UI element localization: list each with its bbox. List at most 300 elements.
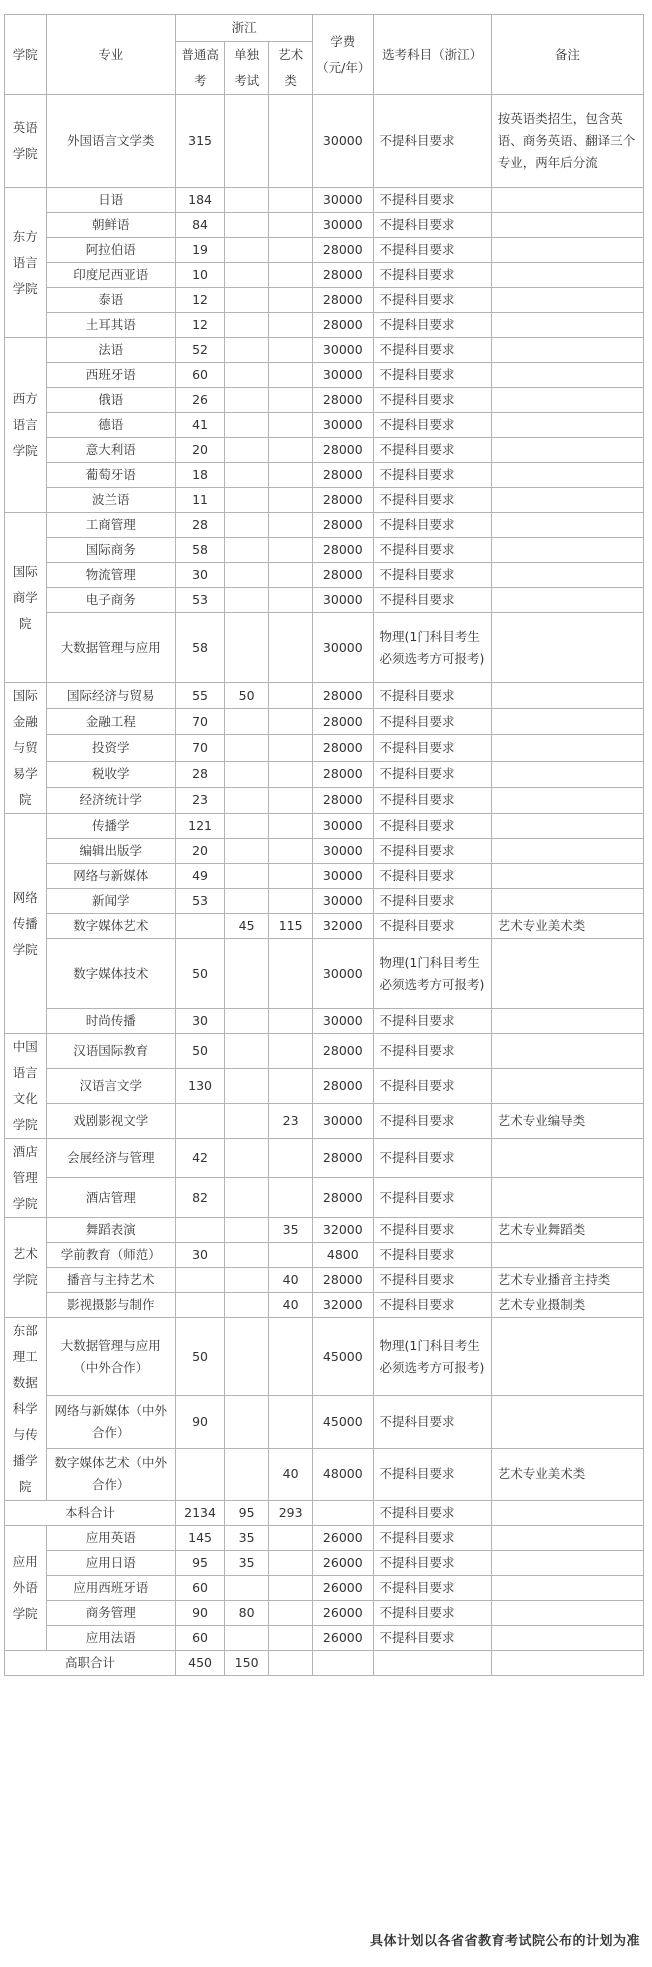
regular-count-cell: 184 xyxy=(176,188,225,213)
subjects-cell: 不提科目要求 xyxy=(373,588,491,613)
subjects-cell: 不提科目要求 xyxy=(373,864,491,889)
art-count-cell xyxy=(269,1600,313,1625)
enrollment-plan-table xyxy=(4,14,644,1676)
regular-count-cell: 70 xyxy=(176,735,225,761)
regular-count-cell: 90 xyxy=(176,1600,225,1625)
subjects-cell: 不提科目要求 xyxy=(373,1575,491,1600)
art-count-cell xyxy=(269,438,313,463)
major-cell: 物流管理 xyxy=(46,563,176,588)
subjects-cell: 不提科目要求 xyxy=(373,438,491,463)
remark-cell xyxy=(491,338,643,363)
remark-cell xyxy=(491,213,643,238)
art-count-cell xyxy=(269,588,313,613)
tuition-cell: 28000 xyxy=(313,735,373,761)
regular-count-cell: 53 xyxy=(176,889,225,914)
major-cell: 泰语 xyxy=(46,288,176,313)
tuition-cell: 28000 xyxy=(313,288,373,313)
table-row xyxy=(5,388,644,413)
tuition-cell: 28000 xyxy=(313,563,373,588)
remark-cell xyxy=(491,538,643,563)
separate-count-cell xyxy=(225,1292,269,1317)
major-cell: 大数据管理与应用（中外合作） xyxy=(46,1317,176,1395)
major-cell: 应用法语 xyxy=(46,1625,176,1650)
subjects-cell: 不提科目要求 xyxy=(373,513,491,538)
tuition-cell: 28000 xyxy=(313,1267,373,1292)
remark-cell xyxy=(491,263,643,288)
subjects-cell: 不提科目要求 xyxy=(373,95,491,188)
regular-count-cell xyxy=(176,914,225,939)
major-cell: 酒店管理 xyxy=(46,1178,176,1218)
regular-count-cell: 30 xyxy=(176,1242,225,1267)
art-count-cell xyxy=(269,463,313,488)
major-cell: 大数据管理与应用 xyxy=(46,613,176,683)
table-row xyxy=(5,1103,644,1138)
tuition-cell: 30000 xyxy=(313,363,373,388)
table-row xyxy=(5,814,644,839)
separate-count-cell xyxy=(225,338,269,363)
tuition-cell: 28000 xyxy=(313,683,373,709)
table-row xyxy=(5,889,644,914)
subjects-cell: 不提科目要求 xyxy=(373,1103,491,1138)
remark-cell xyxy=(491,613,643,683)
subjects-cell: 不提科目要求 xyxy=(373,413,491,438)
total-regular-cell: 2134 xyxy=(176,1500,225,1525)
tuition-cell: 28000 xyxy=(313,1178,373,1218)
table-row xyxy=(5,238,644,263)
tuition-cell: 30000 xyxy=(313,338,373,363)
tuition-cell: 30000 xyxy=(313,95,373,188)
subjects-cell: 不提科目要求 xyxy=(373,1068,491,1103)
regular-count-cell: 82 xyxy=(176,1178,225,1218)
tuition-cell: 30000 xyxy=(313,588,373,613)
regular-count-cell: 60 xyxy=(176,1625,225,1650)
remark-cell xyxy=(491,1068,643,1103)
college-cell: 网络传播学院 xyxy=(5,814,47,1034)
subjects-cell: 不提科目要求 xyxy=(373,889,491,914)
regular-count-cell: 30 xyxy=(176,563,225,588)
art-count-cell: 115 xyxy=(269,914,313,939)
art-count-cell xyxy=(269,213,313,238)
major-cell: 外国语言文学类 xyxy=(46,95,176,188)
art-count-cell: 40 xyxy=(269,1292,313,1317)
remark-cell: 艺术专业舞蹈类 xyxy=(491,1217,643,1242)
header-regular: 普通高考 xyxy=(176,42,225,95)
separate-count-cell xyxy=(225,413,269,438)
separate-count-cell xyxy=(225,1242,269,1267)
tuition-cell: 26000 xyxy=(313,1600,373,1625)
tuition-cell: 30000 xyxy=(313,188,373,213)
subjects-cell: 不提科目要求 xyxy=(373,1242,491,1267)
table-row xyxy=(5,839,644,864)
major-cell: 西班牙语 xyxy=(46,363,176,388)
remark-cell xyxy=(491,1033,643,1068)
remark-cell xyxy=(491,588,643,613)
header-art: 艺术类 xyxy=(269,42,313,95)
table-row xyxy=(5,914,644,939)
separate-count-cell xyxy=(225,814,269,839)
art-count-cell xyxy=(269,1033,313,1068)
table-row xyxy=(5,1550,644,1575)
major-cell: 葡萄牙语 xyxy=(46,463,176,488)
art-count-cell xyxy=(269,839,313,864)
major-cell: 国际商务 xyxy=(46,538,176,563)
separate-count-cell xyxy=(225,463,269,488)
regular-count-cell: 130 xyxy=(176,1068,225,1103)
separate-count-cell xyxy=(225,213,269,238)
separate-count-cell xyxy=(225,513,269,538)
table-row xyxy=(5,1217,644,1242)
remark-cell xyxy=(491,388,643,413)
subjects-cell: 不提科目要求 xyxy=(373,1396,491,1448)
subjects-cell: 不提科目要求 xyxy=(373,1550,491,1575)
art-count-cell xyxy=(269,1317,313,1395)
table-row xyxy=(5,1317,644,1395)
regular-count-cell: 90 xyxy=(176,1396,225,1448)
total-remark-cell xyxy=(491,1500,643,1525)
art-count-cell xyxy=(269,1575,313,1600)
major-cell: 波兰语 xyxy=(46,488,176,513)
regular-count-cell xyxy=(176,1103,225,1138)
separate-count-cell xyxy=(225,563,269,588)
major-cell: 德语 xyxy=(46,413,176,438)
separate-count-cell xyxy=(225,1068,269,1103)
separate-count-cell xyxy=(225,1008,269,1033)
separate-count-cell xyxy=(225,1396,269,1448)
major-cell: 网络与新媒体 xyxy=(46,864,176,889)
total-tuition-cell xyxy=(313,1650,373,1675)
tuition-cell: 28000 xyxy=(313,488,373,513)
subjects-cell: 不提科目要求 xyxy=(373,288,491,313)
table-row xyxy=(5,787,644,813)
major-cell: 金融工程 xyxy=(46,709,176,735)
table-row xyxy=(5,95,644,188)
total-art-cell: 293 xyxy=(269,1500,313,1525)
tuition-cell: 30000 xyxy=(313,864,373,889)
major-cell: 应用英语 xyxy=(46,1525,176,1550)
table-row xyxy=(5,1625,644,1650)
separate-count-cell xyxy=(225,839,269,864)
regular-count-cell: 55 xyxy=(176,683,225,709)
subjects-cell: 不提科目要求 xyxy=(373,1292,491,1317)
major-cell: 日语 xyxy=(46,188,176,213)
table-row xyxy=(5,1525,644,1550)
major-cell: 应用日语 xyxy=(46,1550,176,1575)
major-cell: 影视摄影与制作 xyxy=(46,1292,176,1317)
remark-cell: 艺术专业播音主持类 xyxy=(491,1267,643,1292)
remark-cell xyxy=(491,839,643,864)
art-count-cell xyxy=(269,889,313,914)
regular-count-cell xyxy=(176,1267,225,1292)
remark-cell xyxy=(491,463,643,488)
separate-count-cell xyxy=(225,238,269,263)
subjects-cell: 不提科目要求 xyxy=(373,914,491,939)
remark-cell xyxy=(491,939,643,1009)
table-row xyxy=(5,288,644,313)
remark-cell xyxy=(491,683,643,709)
separate-count-cell xyxy=(225,388,269,413)
major-cell: 会展经济与管理 xyxy=(46,1138,176,1178)
art-count-cell xyxy=(269,613,313,683)
art-count-cell: 23 xyxy=(269,1103,313,1138)
regular-count-cell: 145 xyxy=(176,1525,225,1550)
regular-count-cell: 53 xyxy=(176,588,225,613)
regular-count-cell xyxy=(176,1292,225,1317)
subjects-cell: 不提科目要求 xyxy=(373,683,491,709)
major-cell: 时尚传播 xyxy=(46,1008,176,1033)
subjects-cell: 不提科目要求 xyxy=(373,1267,491,1292)
table-row xyxy=(5,1575,644,1600)
subjects-cell: 不提科目要求 xyxy=(373,1525,491,1550)
remark-cell xyxy=(491,413,643,438)
separate-count-cell: 45 xyxy=(225,914,269,939)
regular-count-cell: 60 xyxy=(176,1575,225,1600)
subjects-cell: 不提科目要求 xyxy=(373,761,491,787)
total-subjects-cell xyxy=(373,1650,491,1675)
table-row xyxy=(5,488,644,513)
art-count-cell: 35 xyxy=(269,1217,313,1242)
subjects-cell: 不提科目要求 xyxy=(373,188,491,213)
subjects-cell: 物理(1门科目考生必须选考方可报考) xyxy=(373,613,491,683)
major-cell: 俄语 xyxy=(46,388,176,413)
tuition-cell: 28000 xyxy=(313,709,373,735)
subjects-cell: 不提科目要求 xyxy=(373,1600,491,1625)
table-row xyxy=(5,709,644,735)
table-row xyxy=(5,864,644,889)
separate-count-cell xyxy=(225,1103,269,1138)
table-body xyxy=(5,95,644,1676)
regular-count-cell: 12 xyxy=(176,313,225,338)
header-major: 专业 xyxy=(46,15,176,95)
separate-count-cell xyxy=(225,1448,269,1500)
regular-count-cell: 52 xyxy=(176,338,225,363)
subjects-cell: 不提科目要求 xyxy=(373,1217,491,1242)
tuition-cell: 28000 xyxy=(313,1033,373,1068)
separate-count-cell xyxy=(225,95,269,188)
separate-count-cell xyxy=(225,1317,269,1395)
table-row xyxy=(5,1448,644,1500)
footer-note: 具体计划以各省省教育考试院公布的计划为准 xyxy=(369,1934,640,1949)
separate-count-cell xyxy=(225,1033,269,1068)
tuition-cell: 30000 xyxy=(313,939,373,1009)
remark-cell xyxy=(491,313,643,338)
remark-cell xyxy=(491,238,643,263)
major-cell: 应用西班牙语 xyxy=(46,1575,176,1600)
regular-count-cell: 84 xyxy=(176,213,225,238)
tuition-cell: 45000 xyxy=(313,1317,373,1395)
separate-count-cell: 35 xyxy=(225,1550,269,1575)
remark-cell xyxy=(491,288,643,313)
subjects-cell: 不提科目要求 xyxy=(373,363,491,388)
tuition-cell: 28000 xyxy=(313,1068,373,1103)
tuition-cell: 26000 xyxy=(313,1550,373,1575)
remark-cell xyxy=(491,735,643,761)
subjects-cell: 不提科目要求 xyxy=(373,1033,491,1068)
major-cell: 学前教育（师范） xyxy=(46,1242,176,1267)
subjects-cell: 不提科目要求 xyxy=(373,313,491,338)
remark-cell: 艺术专业编导类 xyxy=(491,1103,643,1138)
subjects-cell: 不提科目要求 xyxy=(373,1178,491,1218)
table-row xyxy=(5,363,644,388)
college-cell: 国际商学院 xyxy=(5,513,47,683)
tuition-cell: 28000 xyxy=(313,1138,373,1178)
art-count-cell xyxy=(269,683,313,709)
tuition-cell: 30000 xyxy=(313,413,373,438)
major-cell: 阿拉伯语 xyxy=(46,238,176,263)
art-count-cell xyxy=(269,338,313,363)
regular-count-cell: 26 xyxy=(176,388,225,413)
regular-count-cell: 28 xyxy=(176,513,225,538)
separate-count-cell xyxy=(225,864,269,889)
remark-cell xyxy=(491,1317,643,1395)
separate-count-cell xyxy=(225,1178,269,1218)
regular-count-cell: 10 xyxy=(176,263,225,288)
art-count-cell xyxy=(269,313,313,338)
major-cell: 经济统计学 xyxy=(46,787,176,813)
remark-cell xyxy=(491,1396,643,1448)
regular-count-cell: 58 xyxy=(176,538,225,563)
tuition-cell: 28000 xyxy=(313,513,373,538)
art-count-cell xyxy=(269,1550,313,1575)
table-row xyxy=(5,313,644,338)
college-cell: 东部理工数据科学与传播学院 xyxy=(5,1317,47,1500)
subjects-cell: 不提科目要求 xyxy=(373,735,491,761)
regular-count-cell: 28 xyxy=(176,761,225,787)
table-row xyxy=(5,463,644,488)
remark-cell xyxy=(491,1550,643,1575)
art-count-cell xyxy=(269,814,313,839)
regular-count-cell: 70 xyxy=(176,709,225,735)
remark-cell xyxy=(491,1525,643,1550)
remark-cell xyxy=(491,1008,643,1033)
remark-cell xyxy=(491,188,643,213)
art-count-cell xyxy=(269,787,313,813)
subjects-cell: 不提科目要求 xyxy=(373,839,491,864)
art-count-cell xyxy=(269,263,313,288)
remark-cell xyxy=(491,438,643,463)
subjects-cell: 不提科目要求 xyxy=(373,1138,491,1178)
tuition-cell: 28000 xyxy=(313,438,373,463)
table-row xyxy=(5,1396,644,1448)
art-count-cell xyxy=(269,864,313,889)
art-count-cell xyxy=(269,1625,313,1650)
college-cell: 应用外语学院 xyxy=(5,1525,47,1650)
tuition-cell: 30000 xyxy=(313,613,373,683)
regular-count-cell: 20 xyxy=(176,438,225,463)
total-label-cell: 高职合计 xyxy=(5,1650,176,1675)
regular-count-cell: 50 xyxy=(176,1317,225,1395)
table-row xyxy=(5,1267,644,1292)
total-remark-cell xyxy=(491,1650,643,1675)
subjects-cell: 不提科目要求 xyxy=(373,814,491,839)
total-art-cell xyxy=(269,1650,313,1675)
art-count-cell xyxy=(269,1396,313,1448)
art-count-cell xyxy=(269,1178,313,1218)
major-cell: 商务管理 xyxy=(46,1600,176,1625)
separate-count-cell xyxy=(225,363,269,388)
remark-cell xyxy=(491,1138,643,1178)
separate-count-cell xyxy=(225,588,269,613)
subjects-cell: 不提科目要求 xyxy=(373,787,491,813)
subjects-cell: 不提科目要求 xyxy=(373,1008,491,1033)
regular-count-cell xyxy=(176,1217,225,1242)
total-separate-cell: 150 xyxy=(225,1650,269,1675)
college-cell: 英语学院 xyxy=(5,95,47,188)
remark-cell xyxy=(491,513,643,538)
major-cell: 法语 xyxy=(46,338,176,363)
art-count-cell xyxy=(269,388,313,413)
major-cell: 土耳其语 xyxy=(46,313,176,338)
separate-count-cell xyxy=(225,709,269,735)
table-header xyxy=(5,15,644,95)
major-cell: 数字媒体艺术 xyxy=(46,914,176,939)
table-row xyxy=(5,413,644,438)
table-row xyxy=(5,939,644,1009)
remark-cell xyxy=(491,363,643,388)
header-remark: 备注 xyxy=(491,15,643,95)
remark-cell: 艺术专业摄制类 xyxy=(491,1292,643,1317)
table-row xyxy=(5,338,644,363)
subjects-cell: 不提科目要求 xyxy=(373,488,491,513)
art-count-cell xyxy=(269,761,313,787)
table-row xyxy=(5,1008,644,1033)
total-label-cell: 本科合计 xyxy=(5,1500,176,1525)
regular-count-cell: 315 xyxy=(176,95,225,188)
art-count-cell xyxy=(269,95,313,188)
art-count-cell xyxy=(269,1138,313,1178)
art-count-cell xyxy=(269,188,313,213)
table-row xyxy=(5,263,644,288)
table-row xyxy=(5,438,644,463)
remark-cell xyxy=(491,864,643,889)
major-cell: 数字媒体艺术（中外合作） xyxy=(46,1448,176,1500)
regular-count-cell xyxy=(176,1448,225,1500)
table-row xyxy=(5,613,644,683)
regular-count-cell: 121 xyxy=(176,814,225,839)
table-row xyxy=(5,588,644,613)
separate-count-cell xyxy=(225,761,269,787)
major-cell: 数字媒体技术 xyxy=(46,939,176,1009)
art-count-cell xyxy=(269,939,313,1009)
major-cell: 舞蹈表演 xyxy=(46,1217,176,1242)
art-count-cell xyxy=(269,709,313,735)
art-count-cell xyxy=(269,735,313,761)
header-separate: 单独考试 xyxy=(225,42,269,95)
header-province: 浙江 xyxy=(176,15,313,42)
tuition-cell: 28000 xyxy=(313,787,373,813)
table-row xyxy=(5,513,644,538)
remark-cell xyxy=(491,1625,643,1650)
tuition-cell: 30000 xyxy=(313,213,373,238)
art-count-cell xyxy=(269,563,313,588)
header-college: 学院 xyxy=(5,15,47,95)
remark-cell xyxy=(491,709,643,735)
tuition-cell: 45000 xyxy=(313,1396,373,1448)
separate-count-cell xyxy=(225,735,269,761)
tuition-cell: 30000 xyxy=(313,1103,373,1138)
total-row xyxy=(5,1500,644,1525)
table-row xyxy=(5,538,644,563)
art-count-cell xyxy=(269,363,313,388)
header-tuition: 学费（元/年） xyxy=(313,15,373,95)
regular-count-cell: 60 xyxy=(176,363,225,388)
remark-cell: 艺术专业美术类 xyxy=(491,1448,643,1500)
college-cell: 西方语言学院 xyxy=(5,338,47,513)
tuition-cell: 26000 xyxy=(313,1625,373,1650)
regular-count-cell: 18 xyxy=(176,463,225,488)
tuition-cell: 28000 xyxy=(313,761,373,787)
tuition-cell: 28000 xyxy=(313,388,373,413)
separate-count-cell xyxy=(225,889,269,914)
